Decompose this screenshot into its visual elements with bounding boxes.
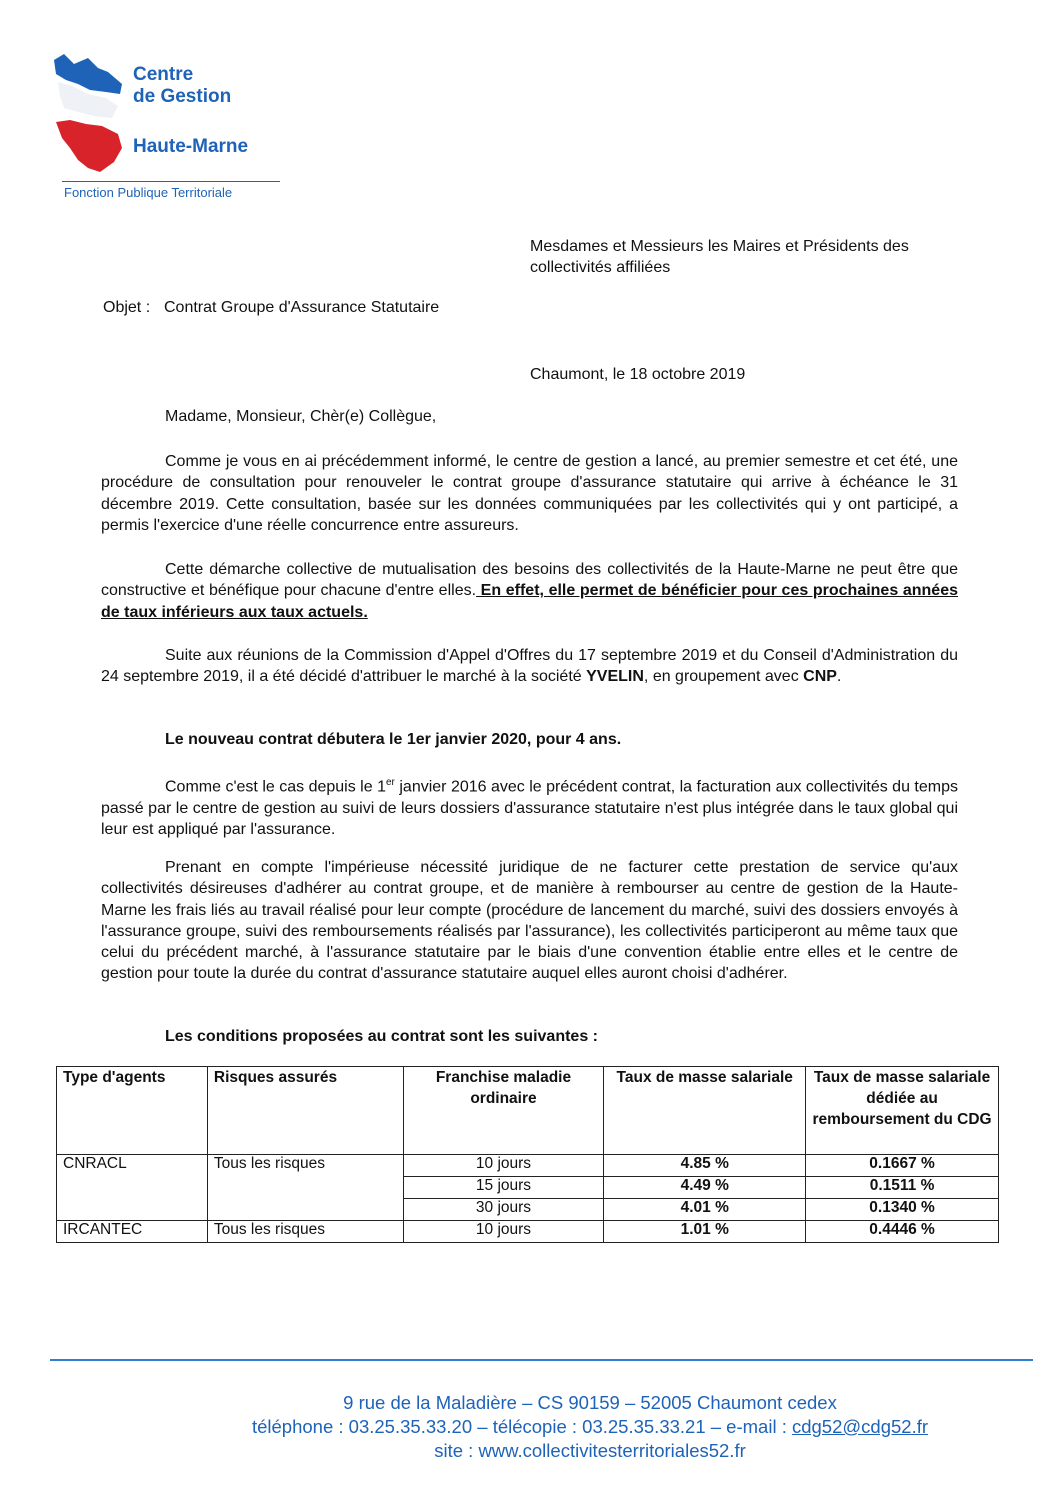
cell-risk-cnracl: Tous les risques — [207, 1155, 403, 1221]
paragraph-consultation: Comme je vous en ai précédemment informé, le centre de gestion a lancé, au premier semestre et cet été, une procédure de consultation pour renouveler le contrat groupe d'assurance statutaire qui arrive à échéance le 31 décembre 2019. Cette consultation, basée sur les données communiquées par les collectivités qui y ont participé, a permis l'exercice d'une réelle concurrence entre assureurs. — [101, 453, 958, 534]
org-name-line2: de Gestion — [133, 86, 232, 107]
cell-franchise: 30 jours — [403, 1199, 604, 1221]
footer-email-link[interactable]: cdg52@cdg52.fr — [791, 1416, 929, 1437]
footer-site[interactable]: site : www.collectivitesterritoriales52.fr — [434, 1440, 746, 1461]
attribution-partner: CNP — [803, 668, 837, 686]
header-taux-cdg: Taux de masse salariale dédiée au remboursement du CDG — [806, 1067, 999, 1155]
table-row — [57, 1221, 999, 1243]
objet-text: Contrat Groupe d'Assurance Statutaire — [164, 299, 440, 316]
cell-taux: 4.49 % — [604, 1177, 806, 1199]
cell-franchise: 10 jours — [403, 1221, 604, 1243]
attribution-text-c: , en groupement avec — [643, 668, 804, 686]
cell-taux: 1.01 % — [604, 1221, 806, 1243]
salutation: Madame, Monsieur, Chèr(e) Collègue, — [165, 408, 437, 425]
cell-franchise: 10 jours — [403, 1155, 604, 1177]
paragraph-mutualisation — [101, 559, 958, 623]
header-type-agents: Type d'agents — [57, 1067, 208, 1155]
cell-type-cnracl: CNRACL — [57, 1155, 208, 1221]
objet-label: Objet : — [103, 299, 151, 316]
org-name-line1: Centre — [133, 64, 194, 85]
facturation-sup: er — [386, 777, 395, 788]
cell-franchise: 15 jours — [403, 1177, 604, 1199]
addressee: Mesdames et Messieurs les Maires et Présidents des collectivités affiliées — [530, 238, 909, 276]
header-franchise: Franchise maladie ordinaire — [403, 1067, 604, 1155]
letter-date: Chaumont, le 18 octobre 2019 — [530, 366, 746, 383]
conditions-table — [56, 1066, 999, 1243]
attribution-text-a: Suite aux réunions de la Commission d'Appel d'Offres du 17 septembre 2019 et du Conseil d'Administration du 24 septembre 2019, il a été décidé d'attribuer le marché à la société — [101, 647, 958, 686]
header-risques: Risques assurés — [207, 1067, 403, 1155]
paragraph-attribution — [101, 645, 958, 688]
cell-taux-cdg: 0.1511 % — [806, 1177, 999, 1199]
cell-taux-cdg: 0.1667 % — [806, 1155, 999, 1177]
cell-taux-cdg: 0.1340 % — [806, 1199, 999, 1221]
cell-type-ircantec: IRCANTEC — [57, 1221, 208, 1243]
paragraph-convention: Prenant en compte l'impérieuse nécessité juridique de ne facturer cette prestation de service qu'aux collectivités désireuses d'adhérer au contrat groupe, et de manière à rembourser au centre de gestion de la Haute-Marne les frais liés au travail réalisé pour leur compte (procédure de lancement du marché, suivi des dossiers envoyés à l'assurance groupe, suivi des remboursements réalisés par l'assurance), les collectivités participeront au même taux que celui du précédent marché, à l'assurance statutaire par le biais d'une convention établie entre elles et le centre de gestion pour toute la durée du contrat d'assurance statutaire auquel elles auront choisi d'adhérer. — [101, 859, 958, 983]
paragraph-new-contract: Le nouveau contrat débutera le 1er janvier 2020, pour 4 ans. — [165, 731, 622, 748]
haute-marne-map-logo — [48, 50, 128, 180]
org-name-line3: Haute-Marne — [133, 136, 249, 157]
logo-rule — [62, 181, 280, 182]
paragraph-mutualisation-emphasis: En effet, elle permet de bénéficier pour ces prochaines années de taux inférieurs aux taux actuels. — [101, 582, 958, 621]
footer-contact — [0, 1416, 1060, 1438]
cell-risk-ircantec: Tous les risques — [207, 1221, 403, 1243]
footer-address: 9 rue de la Maladière – CS 90159 – 52005 Chaumont cedex — [343, 1392, 837, 1413]
table-header-row — [57, 1067, 999, 1155]
tagline: Fonction Publique Territoriale — [64, 185, 233, 200]
footer-rule — [50, 1359, 1033, 1361]
table-row — [57, 1155, 999, 1177]
attribution-company: YVELIN — [586, 668, 644, 686]
cell-taux-cdg: 0.4446 % — [806, 1221, 999, 1243]
paragraph-mutualisation-text: Cette démarche collective de mutualisation des besoins des collectivités de la Haute-Marne ne peut être que constructive et bénéfique pour chacune d'entre elles. — [101, 561, 958, 600]
paragraph-conditions: Les conditions proposées au contrat sont les suivantes : — [165, 1028, 598, 1045]
paragraph-facturation — [101, 772, 958, 840]
header-taux: Taux de masse salariale — [604, 1067, 806, 1155]
attribution-text-e: . — [836, 668, 842, 686]
footer-phone: téléphone : 03.25.35.33.20 – télécopie : 03.25.35.33.21 – e-mail : — [251, 1416, 792, 1437]
facturation-text-a: Comme c'est le cas depuis le 1 — [165, 778, 386, 796]
cell-taux: 4.85 % — [604, 1155, 806, 1177]
facturation-text-b: janvier 2016 avec le précédent contrat, la facturation aux collectivités du temps passé par le centre de gestion au suivi de leurs dossiers d'assurance statutaire n'est plus intégrée dans le taux global qui leur est appliqué par l'assurance. — [101, 778, 958, 838]
cell-taux: 4.01 % — [604, 1199, 806, 1221]
